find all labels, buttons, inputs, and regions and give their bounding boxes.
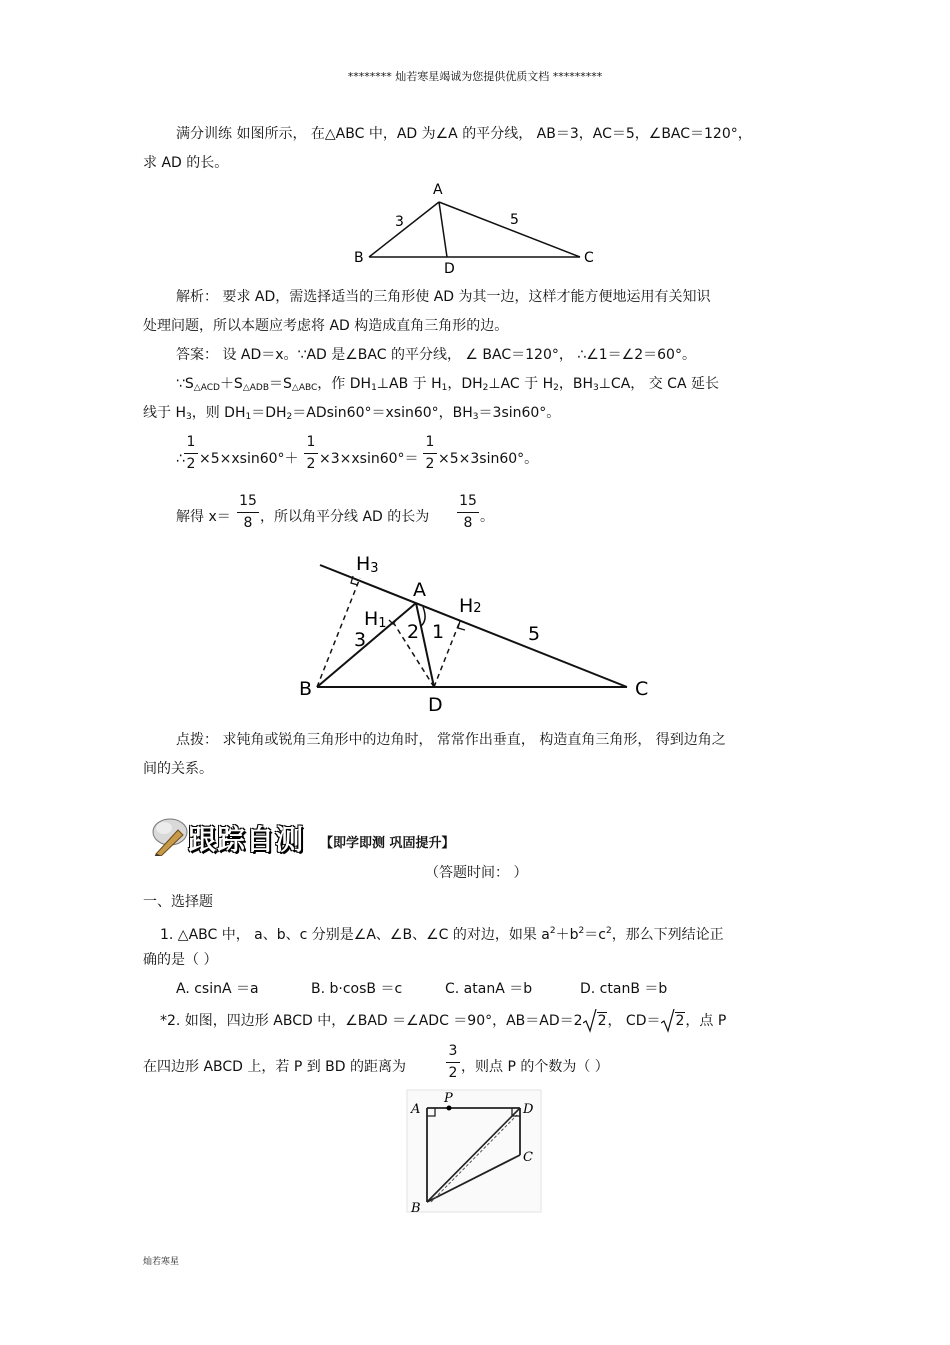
- solve-text-b: ，所以角平分线 AD 的长为: [260, 509, 430, 525]
- label-c: C: [523, 1150, 533, 1165]
- label-angle-1: 1: [432, 621, 445, 643]
- analysis-line-1: 解析： 要求 AD，需选择适当的三角形使 AD 为其一边，这样才能方便地运用有关知识: [176, 289, 711, 305]
- q1-option-d[interactable]: D. ctanB ＝b: [580, 981, 668, 997]
- label-c: C: [584, 250, 594, 266]
- fraction-half-1: 1 2: [184, 434, 198, 472]
- fraction-15-8-a: 15 8: [237, 493, 259, 531]
- pencil-cloud-icon: [150, 814, 192, 856]
- label-h1: H1: [364, 608, 387, 631]
- fraction-15-8-b: 15 8: [457, 493, 479, 531]
- label-c: C: [635, 678, 649, 700]
- sqrt-symbol: 2: [583, 1011, 608, 1031]
- q1-line-2: 确的是（ ）: [143, 952, 218, 968]
- problem-line-1: 满分训练 如图所示， 在△ABC 中，AD 为∠A 的平分线， AB＝3，AC＝5，∠BAC＝120°，: [176, 126, 752, 142]
- analysis-line-2: 处理问题，所以本题应考虑将 AD 构造成直角三角形的边。: [143, 318, 509, 334]
- label-h2: H2: [459, 595, 482, 617]
- q1-line-1: 1. △ABC 中， a、b、c 分别是∠A、∠B、∠C 的对边，如果 $a^2+b^2=c^2$，那么下列结论正: [160, 926, 724, 943]
- tip-line-1: 点拨： 求钝角或锐角三角形中的边角时， 常常作出垂直， 构造直角三角形， 得到边角之: [176, 732, 726, 748]
- section-heading: 一、选择题: [143, 894, 213, 910]
- eq-term-2: ×3×xsin60°＝: [319, 451, 419, 467]
- label-angle-2: 2: [407, 621, 420, 643]
- figure-triangle-abc: [340, 176, 620, 276]
- q2-text-b: ，则点 P 的个数为（ ）: [461, 1059, 609, 1075]
- answer-line-1: 答案： 设 AD＝x。∵AD 是∠BAC 的平分线， ∠ BAC＝120°， ∴∠1＝∠2＝60°。: [176, 347, 696, 363]
- problem-line-2: 求 AD 的长。: [143, 155, 229, 171]
- fraction-half-3: 1 2: [423, 434, 437, 472]
- banner-subtitle: 【即学即测 巩固提升】: [320, 836, 455, 851]
- q2-line-1: *2. 如图，四边形 ABCD 中，∠BAD ＝∠ADC ＝90°，AB＝AD＝2 2， CD＝ 2，点 P: [160, 1011, 726, 1031]
- label-b: B: [411, 1201, 421, 1216]
- sqrt-symbol: 2: [661, 1011, 686, 1031]
- label-ac-length: 5: [528, 623, 541, 645]
- solve-text-c: 。: [480, 509, 494, 525]
- segment-ad: [439, 202, 447, 257]
- segment-ac: [439, 202, 580, 257]
- point-p: [447, 1106, 452, 1111]
- label-a: A: [411, 1102, 421, 1117]
- angle-arc-a: [421, 607, 425, 626]
- label-p: P: [444, 1091, 453, 1106]
- solve-text-a: 解得 x＝: [176, 509, 231, 525]
- banner-title: 跟踪自测: [188, 823, 305, 856]
- eq-term-3: ×5×3sin60°。: [438, 451, 539, 467]
- q1-option-b[interactable]: B. b·cosB ＝c: [311, 981, 403, 997]
- fraction-half-2: 1 2: [304, 434, 318, 472]
- eq-prefix: ∴: [176, 451, 185, 467]
- label-b: B: [354, 250, 364, 266]
- fraction-three-halves: 3 2: [446, 1043, 460, 1081]
- section-banner: [150, 812, 490, 858]
- label-ab-length: 3: [354, 629, 367, 651]
- tip-line-2: 间的关系。: [143, 761, 213, 777]
- eq-term-1: ×5×xsin60°＋: [199, 451, 299, 467]
- label-d: D: [428, 694, 443, 716]
- label-d: D: [523, 1102, 534, 1117]
- figure-perpendiculars: [290, 550, 670, 720]
- q1-option-c[interactable]: C. atanA ＝b: [445, 981, 533, 997]
- answer-line-2: $\because S_{\triangle ACD}+S_{\triangle ADB}=S_{\triangle ABC}$，作 $DH_1\perp AB$ 于 $H_1$，$DH_2\perp AC$ 于 $H_2$，$BH_3\perp CA$， 交 CA 延长: [176, 376, 719, 393]
- label-b: B: [299, 678, 313, 700]
- answer-time-note: （答题时间： ）: [425, 865, 528, 881]
- label-h3: H3: [356, 553, 379, 576]
- page-header: ******** 灿若寒星竭诚为您提供优质文档 *********: [347, 70, 603, 83]
- label-a: A: [413, 579, 426, 601]
- label-ac-length: 5: [510, 212, 519, 228]
- segment-ab: [369, 202, 439, 257]
- figure-quadrilateral-abcd: [405, 1088, 545, 1216]
- label-d: D: [444, 261, 455, 276]
- label-a: A: [433, 182, 443, 198]
- q2-text-a: 在四边形 ABCD 上，若 P 到 BD 的距离为: [143, 1059, 407, 1075]
- q1-option-a[interactable]: A. csinA ＝a: [176, 981, 259, 997]
- page-footer: 灿若寒星: [143, 1257, 180, 1267]
- answer-line-3: 线于 $H_3$，则 $DH_1=DH_2=ADsin60^\circ=xsin60^\circ$，$BH_3=3\sin 60^\circ$。: [143, 405, 561, 422]
- label-ab-length: 3: [395, 214, 404, 230]
